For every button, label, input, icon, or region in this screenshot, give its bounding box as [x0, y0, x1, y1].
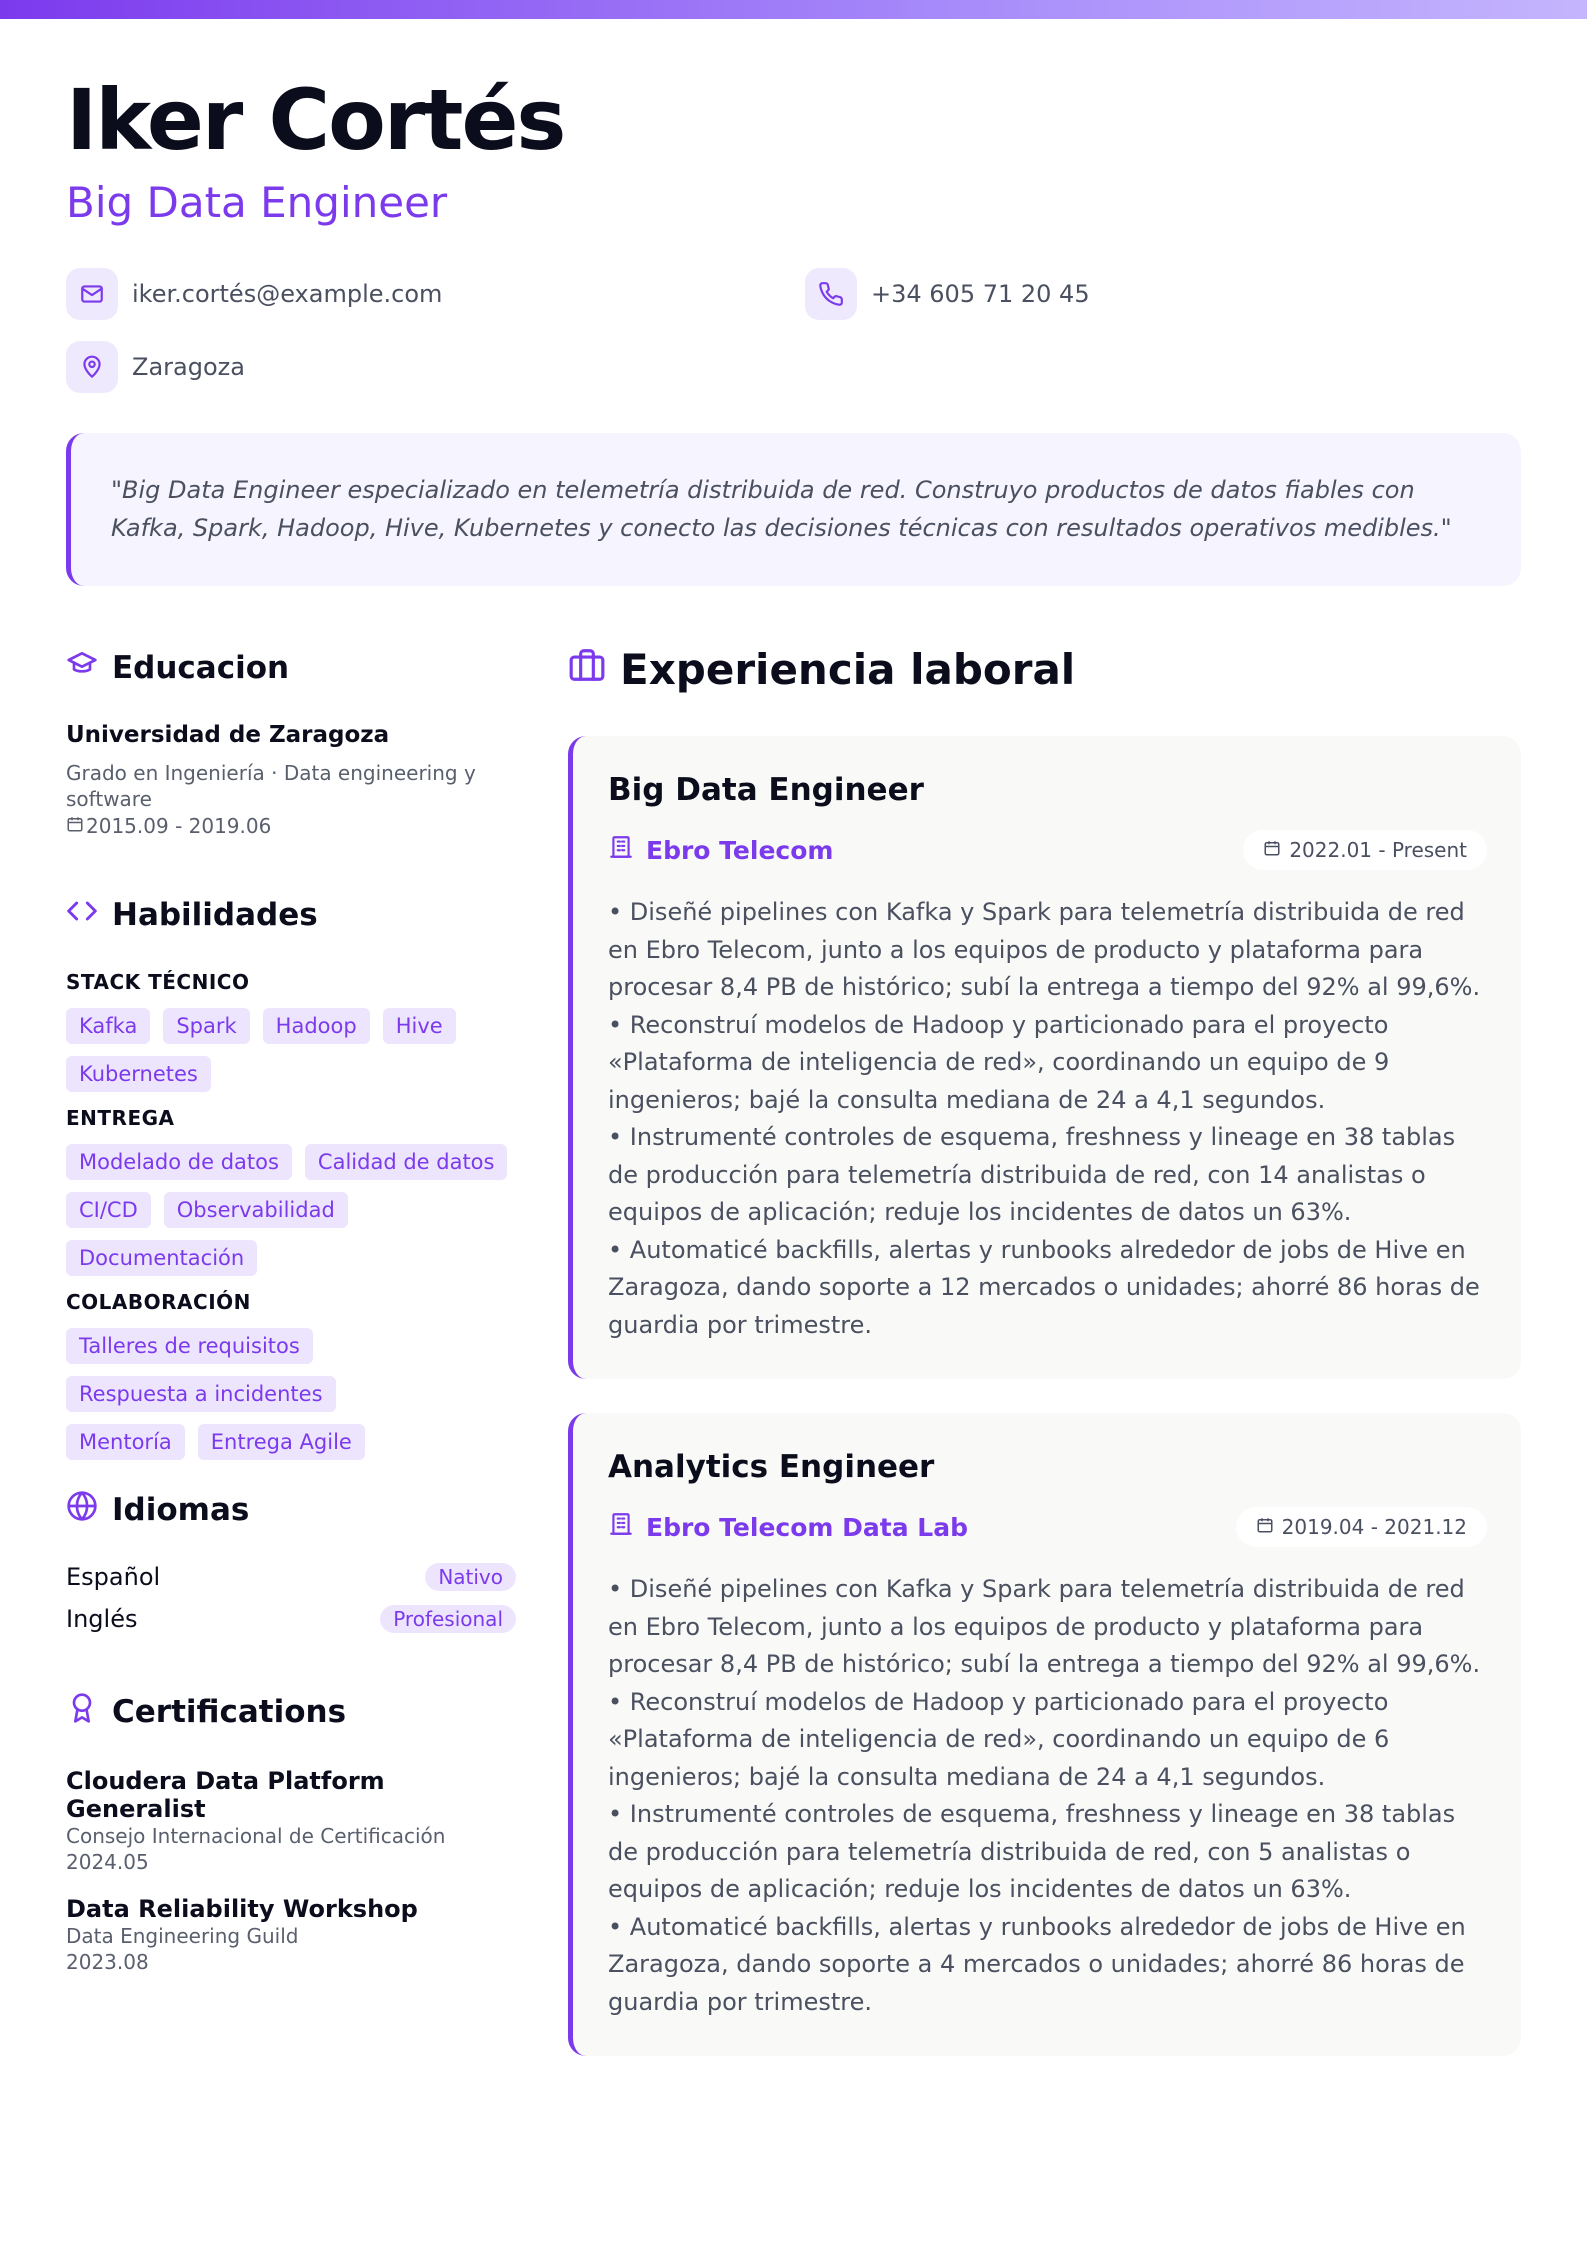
job-card [568, 1413, 1521, 2056]
calendar-icon [66, 814, 84, 838]
award-ribbon-icon [66, 1692, 98, 1732]
language-row [66, 1605, 516, 1633]
calendar-icon [1256, 1515, 1274, 1539]
certification-date: 2023.08 [66, 1950, 149, 1974]
skills-heading: Habilidades [66, 895, 318, 935]
job-bullet: • Automaticé backfills, alertas y runbooks alrededor de jobs de Hive en Zaragoza, dando soporte a 12 mercados o unidades; ahorré 86 horas de guardia por trimestre. [608, 1235, 1480, 1339]
candidate-name: Iker Cortés [66, 71, 565, 169]
language-row [66, 1563, 516, 1591]
profile-summary: "Big Data Engineer especializado en telemetría distribuida de red. Construyo productos de datos fiables con Kafka, Spark, Hadoop, Hive, Kubernetes y conecto las decisiones técnicas con resultados operativos medibles." [66, 433, 1521, 586]
skill-tag: Documentación [66, 1240, 257, 1276]
skill-tag: Talleres de requisitos [66, 1328, 313, 1364]
certification-org: Consejo Internacional de Certificación [66, 1824, 446, 1848]
location-text: Zaragoza [132, 353, 245, 381]
skill-tag: Modelado de datos [66, 1144, 292, 1180]
certification-item [66, 1767, 516, 1875]
job-bullet: • Instrumenté controles de esquema, freshness y lineage en 38 tablas de producción para telemetría distribuida de red, con 5 analistas o equipos de aplicación; reduje los incidentes de datos un 63%. [608, 1800, 1456, 1903]
skill-tag: CI/CD [66, 1192, 151, 1228]
skill-group [66, 1106, 526, 1276]
skill-group-title: ENTREGA [66, 1106, 175, 1130]
globe-icon [66, 1490, 98, 1530]
languages-list [66, 1563, 516, 1633]
skill-group-title: STACK TÉCNICO [66, 970, 250, 994]
language-name: Español [66, 1563, 161, 1591]
education-school: Universidad de Zaragoza [66, 722, 390, 748]
graduation-cap-icon [66, 648, 98, 688]
language-name: Inglés [66, 1605, 138, 1633]
job-bullet: • Instrumenté controles de esquema, freshness y lineage en 38 tablas de producción para telemetría distribuida de red, con 14 analistas o equipos de aplicación; reduje los incidentes de datos un 63%. [608, 1123, 1456, 1226]
certification-name: Cloudera Data Platform Generalist [66, 1767, 385, 1823]
job-bullet: • Automaticé backfills, alertas y runbooks alrededor de jobs de Hive en Zaragoza, dando soporte a 4 mercados o unidades; ahorré 86 horas de guardia por trimestre. [608, 1912, 1466, 2016]
education-dates: 2015.09 - 2019.06 [66, 814, 516, 838]
contact-phone[interactable] [805, 268, 1090, 320]
job-bullet: • Diseñé pipelines con Kafka y Spark para telemetría distribuida de red en Ebro Telecom, junto a los equipos de producto y plataforma para procesar 8,4 PB de histórico; subí la entrega a tiempo del 92% al 99,6%. [608, 898, 1481, 1001]
skill-tag: Hive [383, 1008, 456, 1044]
building-icon [608, 1511, 634, 1543]
education-degree: Grado en Ingeniería · Data engineering y software [66, 761, 476, 811]
skill-tag: Hadoop [263, 1008, 370, 1044]
certification-date: 2024.05 [66, 1850, 149, 1874]
job-dates: 2019.04 - 2021.12 [1236, 1507, 1487, 1547]
email-text: iker.cortés@example.com [132, 280, 443, 308]
skill-tag: Kubernetes [66, 1056, 211, 1092]
job-bullets [608, 1571, 1487, 2021]
education-entry [66, 722, 516, 838]
skill-tag: Spark [163, 1008, 249, 1044]
certification-item [66, 1895, 516, 1975]
job-card [568, 736, 1521, 1379]
phone-icon [805, 268, 857, 320]
skills-list [66, 970, 526, 1460]
job-bullet: • Diseñé pipelines con Kafka y Spark para telemetría distribuida de red en Ebro Telecom, junto a los equipos de producto y plataforma para procesar 8,4 PB de histórico; subí la entrega a tiempo del 92% al 99,6%. [608, 1575, 1481, 1678]
skill-tag: Respuesta a incidentes [66, 1376, 336, 1412]
certifications-heading: Certifications [66, 1692, 346, 1732]
calendar-icon [1263, 838, 1281, 862]
skill-group-title: COLABORACIÓN [66, 1290, 251, 1314]
skill-group [66, 1290, 526, 1460]
map-pin-icon [66, 341, 118, 393]
job-title: Analytics Engineer [608, 1449, 935, 1485]
skill-tag: Calidad de datos [305, 1144, 508, 1180]
job-dates: 2022.01 - Present [1243, 830, 1487, 870]
contact-email[interactable] [66, 268, 442, 320]
skill-tag: Observabilidad [164, 1192, 348, 1228]
job-bullets [608, 894, 1487, 1344]
building-icon [608, 834, 634, 866]
job-bullet: • Reconstruí modelos de Hadoop y particionado para el proyecto «Plataforma de inteligencia de red», coordinando un equipo de 6 ingenieros; bajé la consulta mediana de 24 a 4,1 segundos. [608, 1687, 1390, 1791]
job-bullet: • Reconstruí modelos de Hadoop y particionado para el proyecto «Plataforma de inteligencia de red», coordinando un equipo de 9 ingenieros; bajé la consulta mediana de 24 a 4,1 segundos. [608, 1010, 1390, 1114]
experience-heading: Experiencia laboral [568, 645, 1075, 694]
job-company: Ebro Telecom Data Lab [608, 1511, 968, 1543]
education-heading: Educacion [66, 648, 289, 688]
briefcase-icon [568, 645, 606, 694]
job-title: Big Data Engineer [608, 772, 924, 808]
skill-tag: Kafka [66, 1008, 150, 1044]
skill-tag: Entrega Agile [198, 1424, 365, 1460]
accent-top-bar [0, 0, 1587, 19]
certification-name: Data Reliability Workshop [66, 1895, 418, 1923]
certifications-list [66, 1767, 516, 1975]
phone-text: +34 605 71 20 45 [871, 280, 1090, 308]
code-icon [66, 895, 98, 935]
certification-org: Data Engineering Guild [66, 1924, 299, 1948]
candidate-role: Big Data Engineer [66, 178, 448, 227]
skill-group [66, 970, 526, 1092]
language-level-badge: Profesional [380, 1605, 516, 1633]
languages-heading: Idiomas [66, 1490, 249, 1530]
language-level-badge: Nativo [425, 1563, 516, 1591]
job-company: Ebro Telecom [608, 834, 833, 866]
mail-icon [66, 268, 118, 320]
contact-location [66, 341, 245, 393]
skill-tag: Mentoría [66, 1424, 185, 1460]
